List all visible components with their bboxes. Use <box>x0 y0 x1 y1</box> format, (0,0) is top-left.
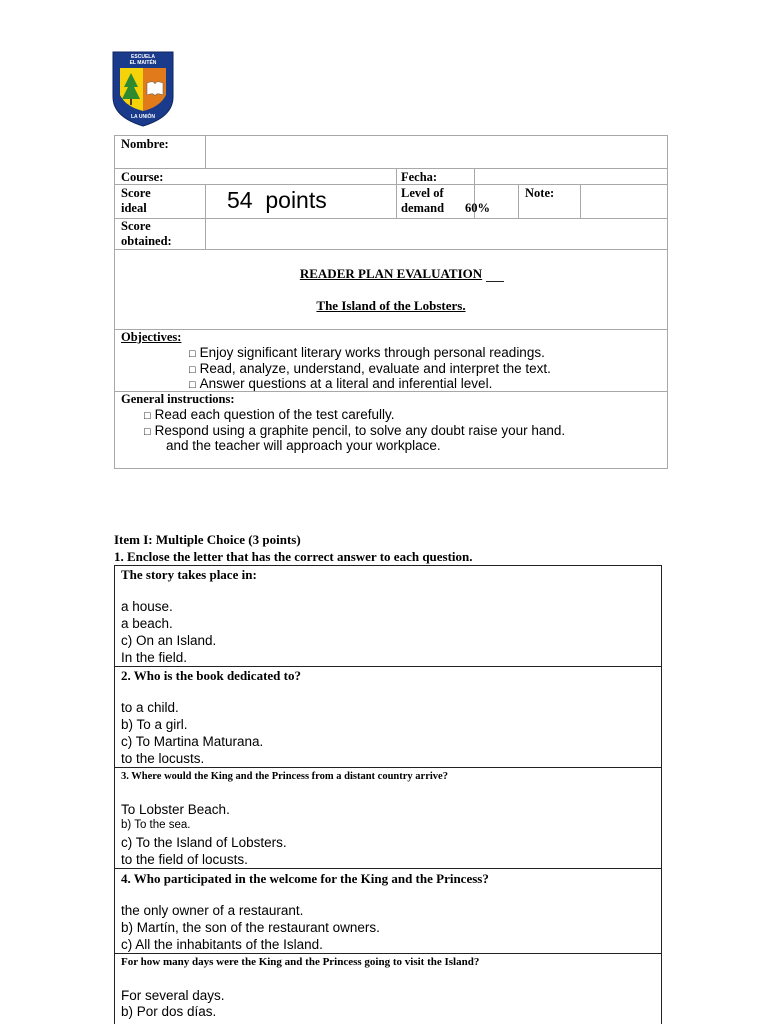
date-field[interactable] <box>476 169 666 183</box>
option[interactable]: c) To the Island of Lobsters. <box>121 835 287 850</box>
note-field[interactable] <box>582 186 666 217</box>
instruction-continuation: and the teacher will approach your workplace. <box>166 438 441 453</box>
question-3: 3. Where would the King and the Princess from a distant country arrive? <box>121 771 448 782</box>
question-1: The story takes place in: <box>121 567 257 582</box>
item1-instruction: 1. Enclose the letter that has the correct answer to each question. <box>114 549 473 564</box>
name-label: Nombre: <box>121 137 169 151</box>
option[interactable]: a house. <box>121 599 173 614</box>
instruction-item: □ Read each question of the test carefully. <box>144 407 395 424</box>
objective-item: □ Answer questions at a literal and inferential level. <box>189 376 492 393</box>
option[interactable]: c) To Martina Maturana. <box>121 734 264 749</box>
objectives-label: Objectives: <box>121 330 182 344</box>
logo-text-top: ESCUELA <box>131 54 155 60</box>
document-subtitle: The Island of the Lobsters. <box>316 298 466 313</box>
school-logo <box>112 51 174 127</box>
course-label: Course: <box>121 170 164 184</box>
date-label: Fecha: <box>401 170 438 184</box>
option[interactable]: c) On an Island. <box>121 633 217 648</box>
option[interactable]: To Lobster Beach. <box>121 802 230 817</box>
objective-item: □ Enjoy significant literary works through personal readings. <box>189 345 545 362</box>
score-ideal-label-2: ideal <box>121 201 147 215</box>
instructions-label: General instructions: <box>121 392 235 406</box>
option[interactable]: a beach. <box>121 616 173 631</box>
score-obtained-field[interactable] <box>207 220 666 248</box>
document-title: READER PLAN EVALUATION <box>299 266 483 281</box>
objective-item: □ Read, analyze, understand, evaluate and interpret the text. <box>189 361 551 378</box>
score-ideal-label-1: Score <box>121 186 151 200</box>
score-ideal-value: 54 points <box>227 187 327 213</box>
option[interactable]: b) To the sea. <box>121 819 191 831</box>
level-value: 60% <box>465 201 490 215</box>
instruction-item: □ Respond using a graphite pencil, to solve any doubt raise your hand. <box>144 423 565 440</box>
note-label: Note: <box>525 186 555 200</box>
logo-text-bottom: LA UNIÓN <box>131 114 155 120</box>
option[interactable]: to a child. <box>121 700 179 715</box>
score-obtained-label-1: Score <box>121 219 151 233</box>
option[interactable]: to the locusts. <box>121 751 205 766</box>
option[interactable]: b) Martín, the son of the restaurant owners. <box>121 920 380 935</box>
level-label-2: demand <box>401 201 445 215</box>
option[interactable]: b) Por dos días. <box>121 1004 217 1019</box>
item1-title: Item I: Multiple Choice (3 points) <box>114 532 301 547</box>
option[interactable]: In the field. <box>121 650 188 665</box>
question-5: For how many days were the King and the Princess going to visit the Island? <box>121 956 480 968</box>
score-obtained-label-2: obtained: <box>121 234 172 248</box>
name-field[interactable] <box>207 137 666 167</box>
question-4: 4. Who participated in the welcome for the King and the Princess? <box>121 871 489 886</box>
option[interactable]: the only owner of a restaurant. <box>121 903 304 918</box>
question-2: 2. Who is the book dedicated to? <box>121 668 301 683</box>
logo-text-name: EL MAITÉN <box>129 60 157 66</box>
level-label-1: Level of <box>401 186 444 200</box>
option[interactable]: b) To a girl. <box>121 717 188 732</box>
option[interactable]: to the field of locusts. <box>121 852 248 867</box>
option[interactable]: c) All the inhabitants of the Island. <box>121 937 323 952</box>
option[interactable]: For several days. <box>121 988 225 1003</box>
